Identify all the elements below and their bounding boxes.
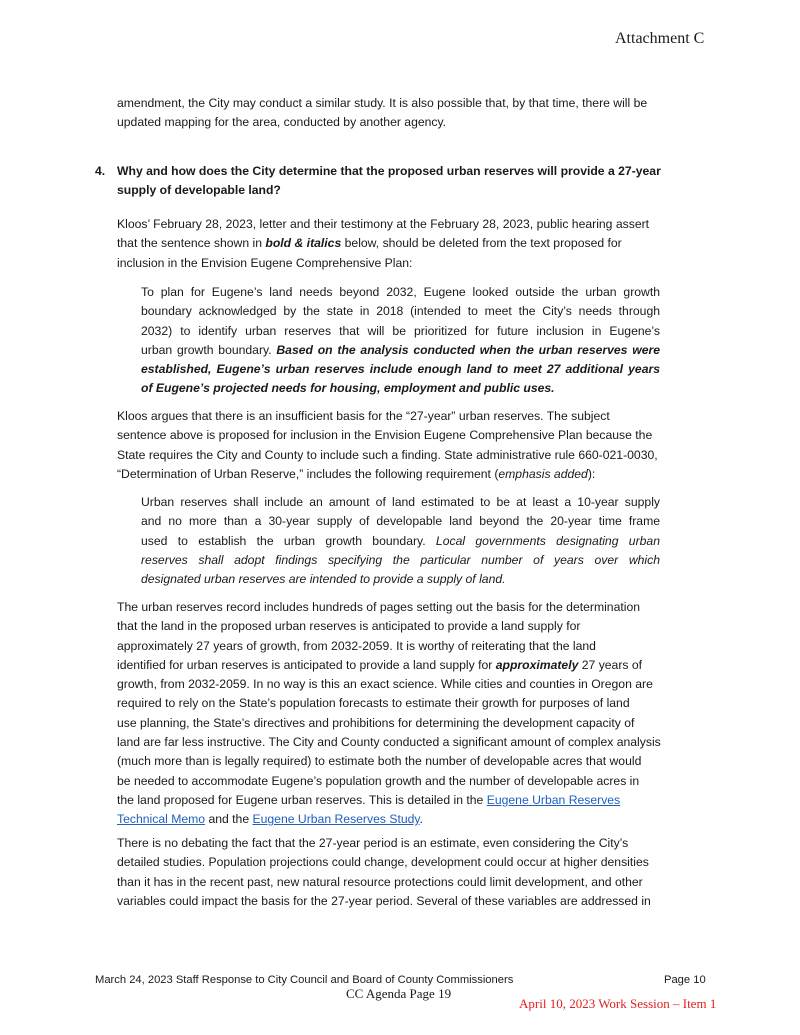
text-run: reserves shall adopt findings specifying the particular number of years over which [141,552,660,567]
text-line [117,772,707,791]
text-line [141,360,660,379]
text-run: bold & italics [265,236,342,251]
quote-plan-text [141,283,660,399]
text-run: identified for urban reserves is anticipated to provide a land supply for [117,657,496,672]
text-line [117,791,707,810]
quote-administrative-rule [141,493,660,589]
text-line [141,551,660,570]
text-run: State requires the City and County to include such a finding. State administrative rule 660-021-0030, [117,447,658,462]
paragraph-continued [117,94,707,133]
document-link[interactable]: Eugene Urban Reserves [486,792,621,807]
text-run: and the [205,812,253,827]
text-run: amendment, the City may conduct a similar study. It is also possible that, by that time, there will be [117,96,648,110]
text-line [117,94,707,113]
text-run: There is no debating the fact that the 27-year period is an estimate, even considering the City’s [117,836,629,850]
text-run: supply of developable land? [117,183,281,198]
text-run: variables could impact the basis for the 27-year period. Several of these variables are addressed in [117,893,651,908]
text-run: that the land in the proposed urban reserves is anticipated to provide a land supply for [117,619,581,634]
text-run: of Eugene’s projected needs for housing, employment and public uses. [141,381,555,396]
text-run: Kloos argues that there is an insufficient basis for the “27-year” urban reserves. The subject [117,409,610,423]
text-run: approximately [495,657,579,672]
text-run: detailed studies. Population projections could change, development could occur at higher densities [117,855,649,870]
text-line [117,752,707,771]
text-run: (much more than is legally required) to estimate both the number of developable acres that would [117,754,642,769]
text-run: required to rely on the State’s population forecasts to estimate their growth for purposes of land [117,696,630,711]
text-run: sentence above is proposed for inclusion in the Envision Eugene Comprehensive Plan because the [117,428,653,443]
text-line [117,694,707,713]
text-run: urban growth boundary. [141,342,277,357]
text-line [117,892,707,911]
text-line [117,465,707,484]
text-line [141,512,660,531]
text-run: 27 years of [578,657,643,672]
text-run: inclusion in the Envision Eugene Comprehensive Plan: [117,255,413,270]
paragraph-no-debating [117,834,707,911]
text-line [141,379,660,398]
text-line [117,181,707,200]
paragraph-kloos-argues [117,407,707,484]
text-run: emphasis added [498,466,588,481]
text-line [141,532,660,551]
document-link[interactable]: Eugene Urban Reserves Study [252,812,420,827]
text-line [141,283,660,302]
text-run: To plan for Eugene’s land needs beyond 2032, Eugene looked outside the urban growth [141,285,660,299]
text-line [117,853,707,872]
text-run: land are far less instructive. The City and County conducted a significant amount of complex analysis [117,735,661,750]
text-run: 2032) to identify urban reserves that will be prioritized for future inclusion in Eugene’s [141,323,660,338]
text-line [117,598,707,617]
text-line [141,493,660,512]
text-run: and no more than a 30-year supply of developable land beyond the 20-year time frame [141,514,660,529]
text-run: used to establish the urban growth boundary. [141,533,436,548]
document-link[interactable]: Technical Memo [117,812,206,827]
footer-page-number: Page 10 [664,974,706,986]
text-run: designated urban reserves are intended to provide a supply of land. [141,572,506,587]
text-line [117,426,707,445]
text-line [117,215,707,234]
text-run: Kloos’ February 28, 2023, letter and their testimony at the February 28, 2023, public hearing assert [117,217,650,231]
text-line [117,873,707,892]
text-run: growth, from 2032-2059. In no way is this an exact science. While cities and counties in Oregon are [117,677,653,692]
text-run: approximately 27 years of growth, from 2032-2059. It is worthy of reiterating that the land [117,638,596,653]
text-line [117,617,707,636]
text-run: than it has in the recent past, new natural resource protections could limit development, and other [117,874,643,889]
text-run: the land proposed for Eugene urban reserves. This is detailed in the [117,792,487,807]
paragraph-record [117,598,707,830]
text-run: below, should be deleted from the text proposed for [341,236,622,251]
text-run: Why and how does the City determine that the proposed urban reserves will provide a 27-year [117,164,661,178]
text-run: be needed to accommodate Eugene’s population growth and the number of developable acres in [117,773,640,788]
text-line [117,234,707,253]
text-run: that the sentence shown in [117,236,266,251]
text-line [117,162,707,181]
text-run: use planning, the State’s directives and prohibitions for determining the development capacity of [117,715,635,730]
text-line [117,675,707,694]
text-run: Urban reserves shall include an amount of land estimated to be at least a 10-year supply [141,495,660,509]
text-run: The urban reserves record includes hundreds of pages setting out the basis for the determination [117,600,641,614]
text-run: “Determination of Urban Reserve,” includes the following requirement ( [117,466,499,481]
text-line [141,302,660,321]
text-run: . [419,812,423,827]
text-line [117,446,707,465]
text-line [117,714,707,733]
footer-left: March 24, 2023 Staff Response to City Council and Board of County Commissioners [95,974,514,986]
text-line [141,570,660,589]
text-line [117,254,707,273]
text-line [141,341,660,360]
text-line [117,113,707,132]
text-run: Local governments designating urban [435,533,660,548]
text-line [117,810,707,829]
text-line [141,322,660,341]
text-line [117,834,707,853]
text-run: established, Eugene’s urban reserves include enough land to meet 27 additional years [141,362,660,377]
attachment-label: Attachment C [615,30,705,47]
text-line [117,407,707,426]
text-run: ): [587,466,596,481]
text-run: updated mapping for the area, conducted by another agency. [117,115,447,130]
question-heading [117,162,707,201]
text-line [117,656,707,675]
text-run: boundary acknowledged by the state in 2018 (intended to meet the City’s needs through [141,304,660,319]
text-line [117,637,707,656]
text-line [117,733,707,752]
work-session-stamp: April 10, 2023 Work Session – Item 1 [519,996,717,1011]
paragraph-kloos-letter [117,215,707,273]
question-number: 4. [95,164,106,178]
agenda-page: CC Agenda Page 19 [346,986,452,1001]
text-run: Based on the analysis conducted when the urban reserves were [276,342,660,357]
